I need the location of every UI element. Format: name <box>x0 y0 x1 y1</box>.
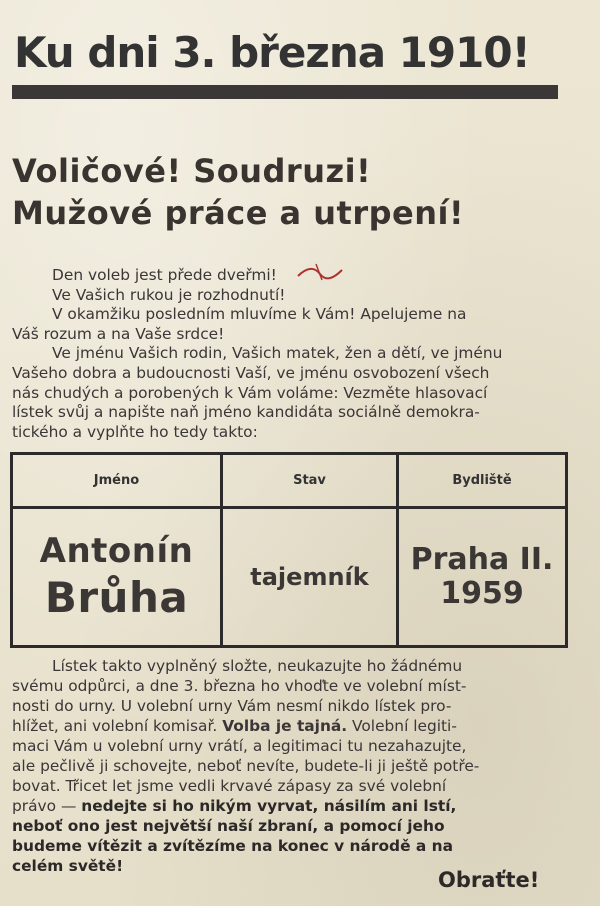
intro-line: nás chudých a porobených k Vám voláme: Vezměte hlasovací <box>12 383 488 402</box>
headline-underline <box>12 85 558 99</box>
body-line <box>12 796 588 816</box>
intro-line: tického a vyplňte ho tedy takto: <box>12 422 258 441</box>
headline: Ku dni 3. března 1910! <box>14 28 530 77</box>
intro-line: Ve Vašich rukou je rozhodnutí! <box>52 285 286 304</box>
body-line: maci Vám u volební urny vrátí, a legitimaci tu nezahazujte, <box>12 737 467 755</box>
ballot-header-occupation: Stav <box>223 455 399 509</box>
subheading-line-1: Voličové! Soudruzi! <box>12 152 372 190</box>
body-line: ale pečlivě ji schovejte, neboť nevíte, budete-li ji ještě potře- <box>12 757 480 775</box>
ballot-header-address: Bydliště <box>399 455 565 509</box>
intro-line: Váš rozum a na Vaše srdce! <box>12 324 225 343</box>
body-text: hlížet, ani volební komisař. <box>12 717 223 735</box>
address-line-2: 1959 <box>440 576 524 611</box>
intro-line: Vašeho dobra a budoucnosti Vaší, ve jménu osvobození všech <box>12 363 490 382</box>
body-line: neboť ono jest největší naší zbraní, a pomocí jeho <box>12 817 445 835</box>
ballot-header-name: Jméno <box>13 455 223 509</box>
intro-line: Ve jménu Vašich rodin, Vašich matek, žen a dětí, ve jménu <box>52 344 503 363</box>
body-text: Volební legiti- <box>347 717 457 735</box>
candidate-first-name: Antonín <box>39 531 194 572</box>
candidate-address <box>399 509 565 645</box>
instructions-paragraph <box>12 656 588 876</box>
subheading-line-2: Mužové práce a utrpení! <box>12 194 465 232</box>
intro-line: Den voleb jest přede dveřmi! <box>52 266 277 284</box>
body-line: nosti do urny. U volební urny Vám nesmí nikdo lístek pro- <box>12 697 452 715</box>
intro-paragraph <box>12 266 584 442</box>
candidate-occupation: tajemník <box>223 509 399 645</box>
body-line: celém světě! <box>12 857 124 875</box>
body-text: právo — <box>12 797 82 815</box>
subheading <box>12 150 592 234</box>
secret-ballot-emphasis: Volba je tajná. <box>222 717 348 735</box>
body-line: budeme vítězit a zvítězíme na konec v národě a na <box>12 837 453 855</box>
body-line: bovat. Třicet let jsme vedli krvavé zápasy za své volební <box>12 777 447 795</box>
candidate-name <box>13 509 223 645</box>
intro-line: lístek svůj a napište naň jméno kandidáta sociálně demokra- <box>12 403 480 422</box>
body-line: Lístek takto vyplněný složte, neukazujte ho žádnému <box>52 657 463 675</box>
turn-over-label: Obraťte! <box>438 868 540 892</box>
emphasis-text: nedejte si ho nikým vyrvat, násilím ani lstí, <box>81 797 457 815</box>
address-line-1: Praha II. <box>410 541 554 577</box>
body-line <box>12 716 588 736</box>
intro-line: V okamžiku posledním mluvíme k Vám! Apelujeme na <box>52 305 467 324</box>
ballot-table <box>10 452 568 648</box>
candidate-last-name: Brůha <box>44 572 189 622</box>
body-line: svému odpůrci, a dne 3. března ho vhoďte ve volební míst- <box>12 677 467 695</box>
